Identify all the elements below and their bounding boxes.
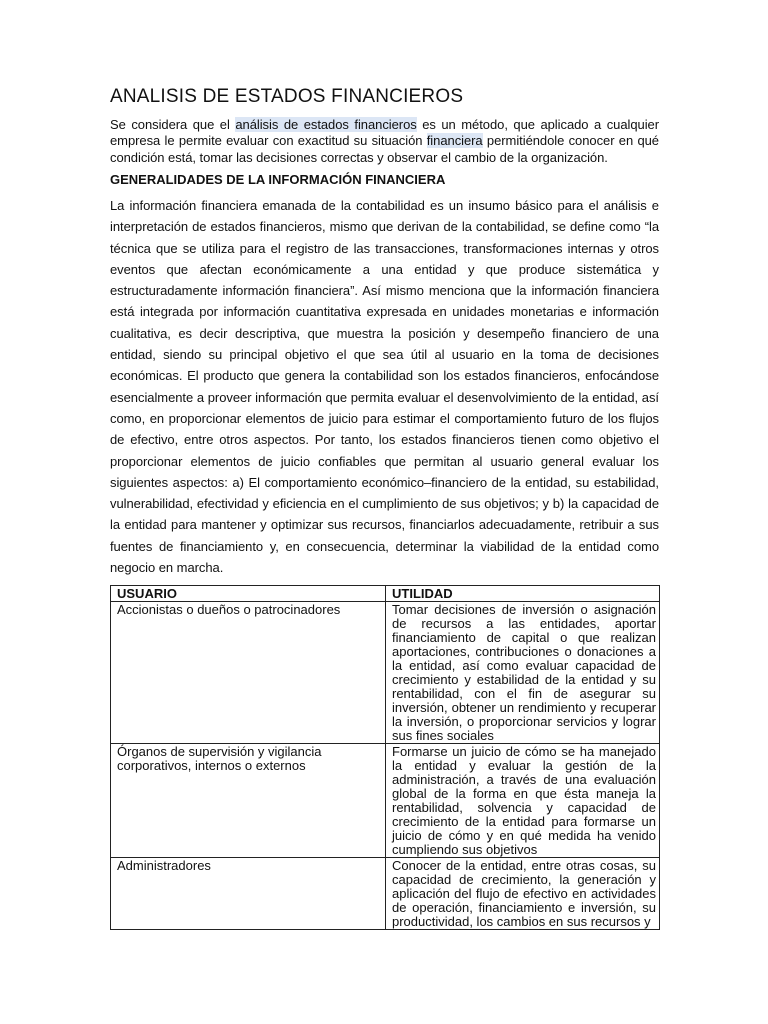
column-header-utilidad: UTILIDAD bbox=[386, 586, 660, 602]
table-row bbox=[111, 858, 660, 930]
body-paragraph: La información financiera emanada de la contabilidad es un insumo básico para el análisis e interpretación de estados financieros, mismo que derivan de la contabilidad, se define como “la técnica que se utiliza para el registro de las transacciones, transformaciones internas y otros eventos que afectan económicamente a una entidad y que produce sistemática y estructuradamente información financiera”. Así mismo menciona que la información financiera está integrada por información cuantitativa expresada en unidades monetarias e información cualitativa, es decir descriptiva, que muestra la posición y desempeño financiero de una entidad, siendo su principal objetivo el que sea útil al usuario en la toma de decisiones económicas. El producto que genera la contabilidad son los estados financieros, enfocándose esencialmente a proveer información que permita evaluar el desenvolvimiento de la entidad, así como, en proporcionar elementos de juicio para estimar el comportamiento futuro de los flujos de efectivo, entre otros aspectos. Por tanto, los estados financieros tienen como objetivo el proporcionar elementos de juicio confiables que permitan al usuario general evaluar los siguientes aspectos: a) El comportamiento económico–financiero de la entidad, su estabilidad, vulnerabilidad, efectividad y eficiencia en el cumplimiento de sus objetivos; y b) la capacidad de la entidad para mantener y optimizar sus recursos, financiarlos adecuadamente, retribuir a sus fuentes de financiamiento y, en consecuencia, determinar la viabilidad de la entidad como negocio en marcha. bbox=[110, 198, 659, 576]
cell-utilidad: Formarse un juicio de cómo se ha manejado la entidad y evaluar la gestión de la administración, a través de una evaluación global de la forma en que ésta maneja la rentabilidad, solvencia y capacidad de crecimiento de la entidad para formarse un juicio de cómo y en qué medida ha venido cumpliendo sus objetivos bbox=[386, 744, 660, 858]
table-row bbox=[111, 602, 660, 744]
cell-utilidad: Tomar decisiones de inversión o asignación de recursos a las entidades, aportar financiamiento de capital o que realizan aportaciones, contribuciones o donaciones a la entidad, así como evaluar capacidad de crecimiento y estabilidad de la entidad y su rentabilidad, con el fin de asegurar su inversión, obtener un rendimiento y recuperar la inversión, o proporcionar servicios y lograr sus fines sociales bbox=[386, 602, 660, 744]
users-utility-table bbox=[110, 585, 660, 930]
intro-highlight-financiera: financiera bbox=[426, 133, 483, 149]
cell-utilidad bbox=[386, 858, 660, 930]
column-header-usuario: USUARIO bbox=[111, 586, 386, 602]
cell-utilidad-text: Conocer de la entidad, entre otras cosas, su capacidad de crecimiento, la generación y aplicación del flujo de efectivo en actividades de operación, financiamiento e inversión, su productividad, los cambios en sus recursos y bbox=[392, 859, 656, 929]
document-title: ANALISIS DE ESTADOS FINANCIEROS bbox=[110, 86, 464, 107]
intro-text-before: Se considera que el bbox=[110, 117, 236, 132]
table-header-row bbox=[111, 586, 660, 602]
intro-text-after: permitiéndole conocer en qué condición está, tomar las decisiones correctas y observar el cambio de la organización. bbox=[110, 133, 659, 165]
intro-paragraph bbox=[110, 117, 659, 166]
cell-usuario: Accionistas o dueños o patrocinadores bbox=[111, 602, 386, 744]
intro-text-middle: es un método, que aplicado a cualquier empresa le permite evaluar con exactitud su situación bbox=[110, 117, 659, 149]
cell-usuario: Administradores bbox=[111, 858, 386, 930]
cell-usuario: Órganos de supervisión y vigilancia corporativos, internos o externos bbox=[111, 744, 386, 858]
section-heading: GENERALIDADES DE LA INFORMACIÓN FINANCIERA bbox=[110, 172, 446, 187]
table-row bbox=[111, 744, 660, 858]
intro-highlight-analisis: análisis de estados financieros bbox=[235, 117, 417, 132]
